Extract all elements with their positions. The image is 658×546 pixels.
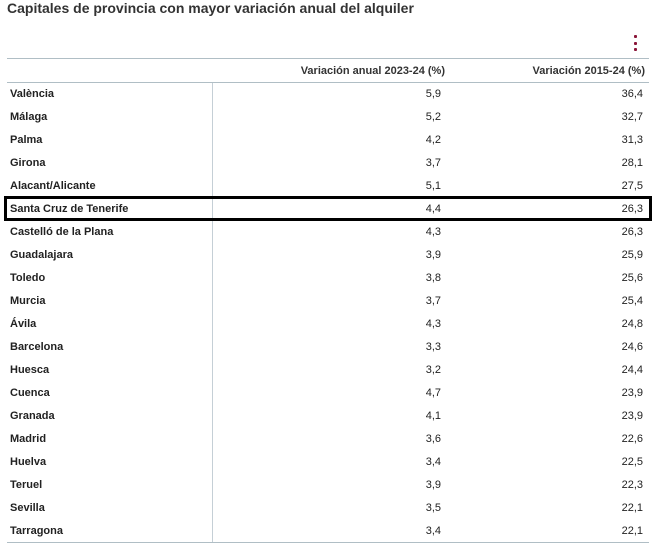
table-row [7,405,649,428]
row-annual-cell: 4,3 [425,226,441,238]
row-long-cell: 22,6 [621,433,643,445]
row-annual-cell: 3,2 [425,364,441,376]
row-annual-cell: 3,5 [425,502,441,514]
data-table-container [7,58,649,543]
row-long-cell: 36,4 [621,88,643,101]
row-annual-cell: 3,9 [425,479,441,491]
menu-dot [634,42,637,45]
table-row [7,175,649,198]
row-name-cell: Tarragona [7,520,212,543]
row-annual-cell: 5,1 [425,180,441,192]
table-row [7,313,649,336]
row-name-cell: Teruel [7,474,212,497]
row-name-cell: Palma [7,129,212,152]
row-long-cell: 24,6 [621,341,643,353]
table-row [7,290,649,313]
table-row [7,474,649,497]
row-name-cell: Ávila [7,313,212,336]
row-name-cell: Huelva [7,451,212,474]
row-annual-cell: 5,2 [425,111,441,123]
row-long-cell: 22,5 [621,456,643,468]
column-header-long[interactable]: Variación 2015-24 (%) [449,59,649,83]
row-annual-cell: 4,4 [425,203,441,215]
row-annual-cell: 3,9 [425,249,441,261]
column-header-name[interactable] [7,59,212,83]
row-name-cell: Málaga [7,106,212,129]
row-name-cell: València [7,83,212,106]
table-row [7,198,649,221]
row-long-cell: 24,4 [621,364,643,376]
row-name-cell: Cuenca [7,382,212,405]
row-name-cell: Barcelona [7,336,212,359]
table-row [7,129,649,152]
row-annual-cell: 3,3 [425,341,441,353]
table-row [7,152,649,175]
row-long-cell: 22,1 [621,502,643,514]
table-row [7,83,649,106]
row-annual-cell: 5,9 [425,88,441,101]
kebab-menu-icon[interactable] [629,35,641,51]
table-row [7,221,649,244]
row-name-cell: Guadalajara [7,244,212,267]
row-long-cell: 26,3 [621,203,643,215]
table-row [7,359,649,382]
menu-dot [634,48,637,51]
row-annual-cell: 4,3 [425,318,441,330]
row-annual-cell: 3,8 [425,272,441,284]
row-name-cell: Granada [7,405,212,428]
row-long-cell: 31,3 [621,134,643,146]
row-long-cell: 25,9 [621,249,643,261]
table-row [7,267,649,290]
row-name-cell: Madrid [7,428,212,451]
row-annual-cell: 4,1 [425,410,441,422]
column-header-annual[interactable]: Variación anual 2023-24 (%) [212,59,449,83]
page-title: Capitales de provincia con mayor variación anual del alquiler [7,0,414,16]
row-name-cell: Girona [7,152,212,175]
row-name-cell: Castelló de la Plana [7,221,212,244]
data-table [7,58,649,543]
row-long-cell: 32,7 [621,111,643,123]
row-long-cell: 23,9 [621,410,643,422]
row-long-cell: 27,5 [621,180,643,192]
row-long-cell: 26,3 [621,226,643,238]
row-long-cell: 24,8 [621,318,643,330]
row-annual-cell: 3,6 [425,433,441,445]
table-row [7,497,649,520]
row-name-cell: Huesca [7,359,212,382]
row-name-cell: Sevilla [7,497,212,520]
table-body [7,83,649,543]
row-name-cell: Santa Cruz de Tenerife [7,198,212,221]
table-row [7,520,649,543]
menu-dot [634,35,637,38]
row-annual-cell: 3,7 [425,157,441,169]
table-row [7,451,649,474]
table-row [7,382,649,405]
table-row [7,336,649,359]
row-long-cell: 25,4 [621,295,643,307]
row-annual-cell: 3,4 [425,456,441,468]
row-annual-cell: 4,2 [425,134,441,146]
table-row [7,428,649,451]
table-row [7,244,649,267]
row-long-cell: 28,1 [621,157,643,169]
row-name-cell: Murcia [7,290,212,313]
row-annual-cell: 3,4 [212,520,449,543]
table-row [7,106,649,129]
row-name-cell: Alacant/Alicante [7,175,212,198]
row-annual-cell: 3,7 [425,295,441,307]
row-long-cell: 22,3 [621,479,643,491]
row-long-cell: 25,6 [621,272,643,284]
table-header-row [7,59,649,83]
row-annual-cell: 4,7 [425,387,441,399]
row-long-cell: 23,9 [621,387,643,399]
row-long-cell: 22,1 [449,520,649,543]
row-name-cell: Toledo [7,267,212,290]
